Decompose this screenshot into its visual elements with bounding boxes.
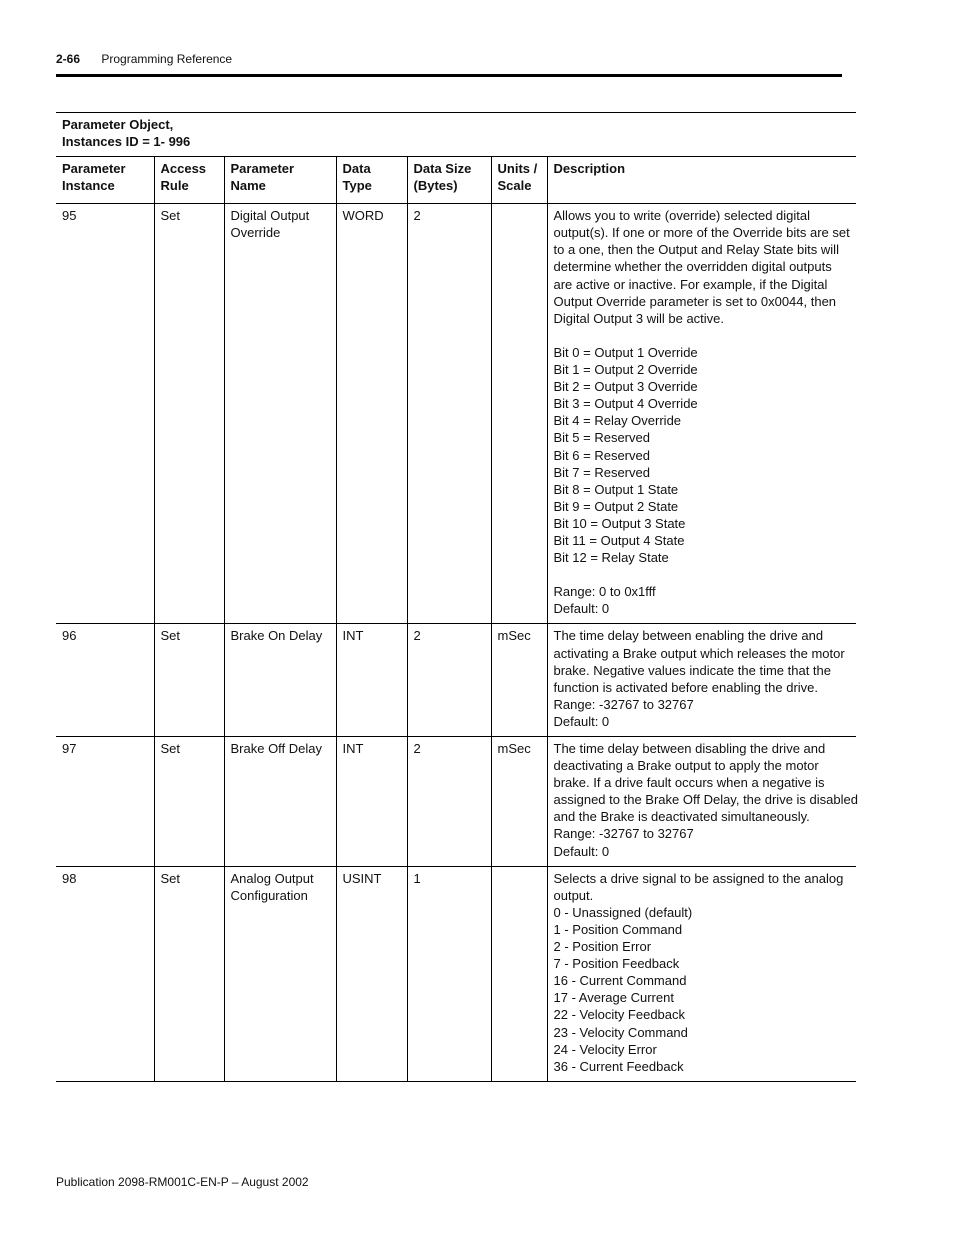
cell-size: 2 xyxy=(407,624,491,737)
header-rule xyxy=(56,74,842,77)
table-row xyxy=(56,866,856,1081)
cell-name: Brake Off Delay xyxy=(224,737,336,867)
cell-size: 1 xyxy=(407,866,491,1081)
cell-name: Digital Output Override xyxy=(224,204,336,624)
col-header-access: Access Rule xyxy=(154,157,224,204)
cell-type: INT xyxy=(336,737,407,867)
cell-description: Allows you to write (override) selected digital output(s). If one or more of the Override bits are set to a one, then the Output and Relay State bits will determine whether the overridden digital outputs are active or inactive. For example, if the Digital Output Override parameter is set to 0x0044, then Digital Output 3 will be active. Bit 0 = Output 1 Override Bit 1 = Output 2 Override Bit 2 = Output 3 Override Bit 3 = Output 4 Override Bit 4 = Relay Override Bit 5 = Reserved Bit 6 = Reserved Bit 7 = Reserved Bit 8 = Output 1 State Bit 9 = Output 2 State Bit 10 = Output 3 State Bit 11 = Output 4 State Bit 12 = Relay State Range: 0 to 0x1fff Default: 0 xyxy=(547,204,856,624)
table-title-line1: Parameter Object, xyxy=(62,117,174,132)
cell-instance: 97 xyxy=(56,737,154,867)
table-row xyxy=(56,624,856,737)
cell-instance: 95 xyxy=(56,204,154,624)
cell-units xyxy=(491,204,547,624)
page-header xyxy=(56,52,232,66)
col-header-name: Parameter Name xyxy=(224,157,336,204)
cell-access: Set xyxy=(154,624,224,737)
section-title: Programming Reference xyxy=(101,52,233,66)
cell-description: The time delay between enabling the drive and activating a Brake output which releases the motor brake. Negative values indicate the time that the function is activated before enabling the drive. Range: -32767 to 32767 Default: 0 xyxy=(547,624,856,737)
cell-type: INT xyxy=(336,624,407,737)
cell-access: Set xyxy=(154,866,224,1081)
header-row xyxy=(56,157,856,204)
cell-description: Selects a drive signal to be assigned to the analog output. 0 - Unassigned (default) 1 - Position Command 2 - Position Error 7 - Position Feedback 16 - Current Command 17 - Average Current 22 - Velocity Feedback 23 - Velocity Command 24 - Velocity Error 36 - Current Feedback xyxy=(547,866,856,1081)
table-title xyxy=(56,112,856,157)
cell-size: 2 xyxy=(407,737,491,867)
col-header-description: Description xyxy=(547,157,856,204)
col-header-instance: Parameter Instance xyxy=(56,157,154,204)
cell-size: 2 xyxy=(407,204,491,624)
cell-access: Set xyxy=(154,204,224,624)
col-header-units: Units / Scale xyxy=(491,157,547,204)
page-number: 2-66 xyxy=(56,52,81,66)
cell-name: Analog Output Configuration xyxy=(224,866,336,1081)
cell-units: mSec xyxy=(491,624,547,737)
parameter-grid xyxy=(56,157,856,1082)
table-row xyxy=(56,737,856,867)
col-header-size: Data Size (Bytes) xyxy=(407,157,491,204)
page-footer: Publication 2098-RM001C-EN-P – August 2002 xyxy=(56,1175,309,1189)
cell-description: The time delay between disabling the drive and deactivating a Brake output to apply the motor brake. If a drive fault occurs when a negative is assigned to the Brake Off Delay, the drive is disabled and the Brake is deactivated simultaneously. Range: -32767 to 32767 Default: 0 xyxy=(547,737,856,867)
parameter-table xyxy=(56,112,856,1082)
cell-units: mSec xyxy=(491,737,547,867)
col-header-type: Data Type xyxy=(336,157,407,204)
cell-instance: 96 xyxy=(56,624,154,737)
cell-name: Brake On Delay xyxy=(224,624,336,737)
table-row xyxy=(56,204,856,624)
cell-instance: 98 xyxy=(56,866,154,1081)
table-title-line2: Instances ID = 1- 996 xyxy=(62,134,191,149)
cell-units xyxy=(491,866,547,1081)
cell-type: WORD xyxy=(336,204,407,624)
cell-type: USINT xyxy=(336,866,407,1081)
cell-access: Set xyxy=(154,737,224,867)
